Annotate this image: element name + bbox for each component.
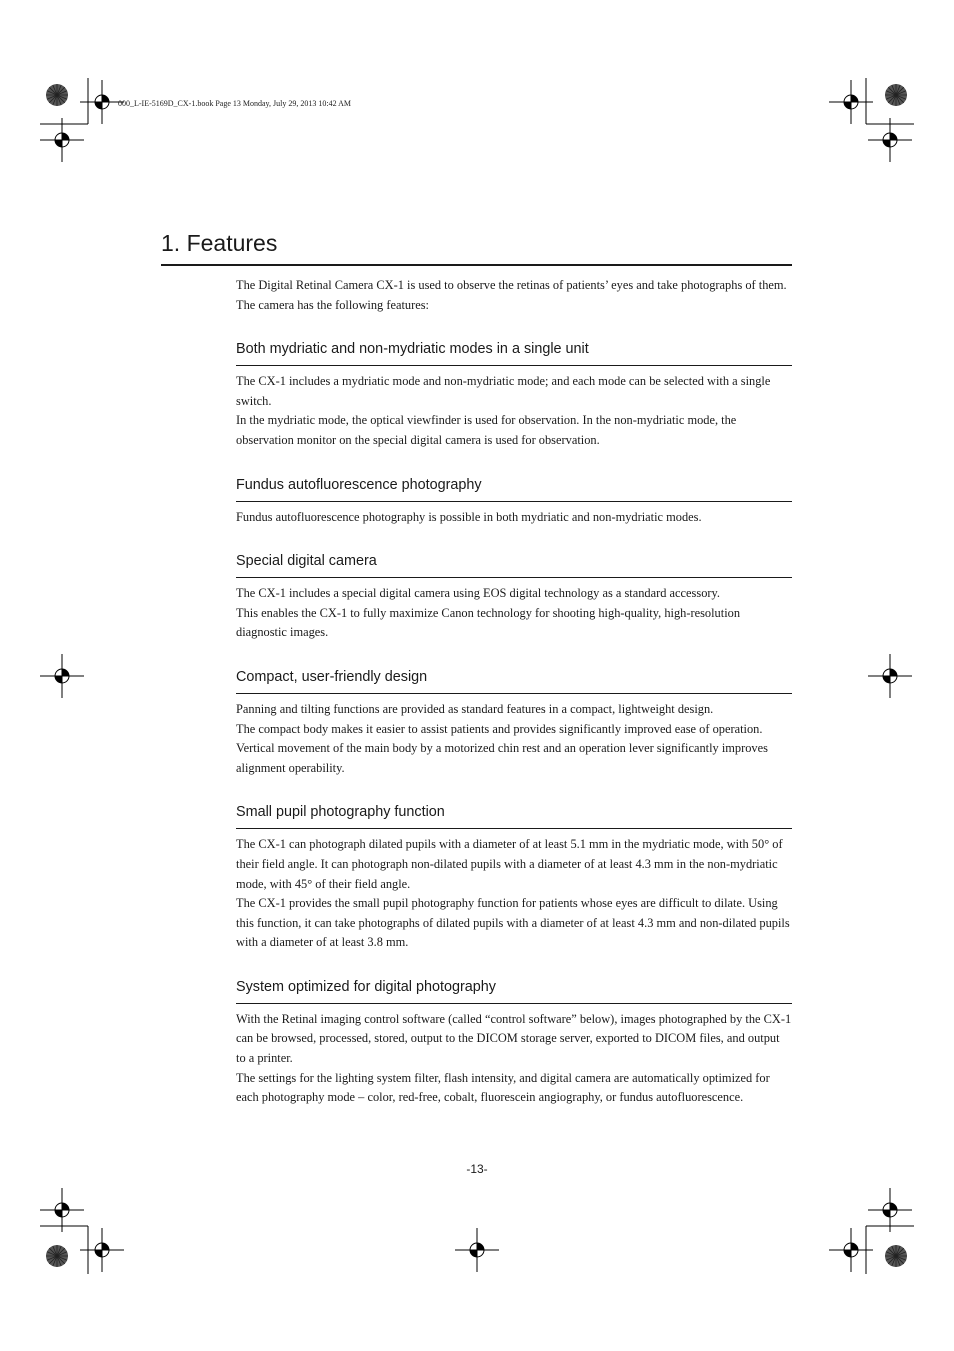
section-body	[236, 584, 792, 643]
paragraph: The settings for the lighting system filter, flash intensity, and digital camera are automatically optimized for each photography mode – color, red-free, cobalt, fluorescein angiography, or fundus autofluorescence.	[236, 1070, 770, 1105]
paragraph: With the Retinal imaging control software (called “control software” below), images photographed by the CX-1 can be browsed, processed, stored, output to the DICOM storage server, exported to DICOM files, and output to a printer.	[236, 1011, 792, 1066]
section-body	[236, 508, 792, 528]
paragraph: Fundus autofluorescence photography is possible in both mydriatic and non-mydriatic modes.	[236, 509, 702, 524]
section-small-pupil	[236, 802, 792, 953]
paragraph: The CX-1 provides the small pupil photography function for patients whose eyes are difficult to dilate. Using this function, it can take photographs of dilated pupils with a diameter of at least 4.3 mm and non-dilated pupils with a diameter of at least 3.8 mm.	[236, 896, 790, 950]
section-compact-design	[236, 667, 792, 778]
section-system-optimized	[236, 977, 792, 1108]
section-heading: Fundus autofluorescence photography	[236, 475, 792, 502]
paragraph: In the mydriatic mode, the optical viewfinder is used for observation. In the non-mydriatic mode, the observation monitor on the special digital camera is used for observation.	[236, 413, 737, 447]
chapter-title: 1. Features	[161, 228, 792, 266]
section-heading: System optimized for digital photography	[236, 977, 792, 1004]
book-file-header: 000_L-IE-5169D_CX-1.book Page 13 Monday, July 29, 2013 10:42 AM	[118, 99, 352, 108]
paragraph: This enables the CX-1 to fully maximize Canon technology for shooting high-quality, high-resolution diagnostic images.	[236, 605, 741, 640]
section-autofluorescence	[236, 475, 792, 528]
section-heading: Compact, user-friendly design	[236, 667, 792, 694]
section-heading: Small pupil photography function	[236, 802, 792, 829]
section-heading: Special digital camera	[236, 551, 792, 578]
section-body	[236, 700, 792, 778]
paragraph: The compact body makes it easier to assist patients and provides significantly improved ease of operation.	[236, 721, 763, 736]
section-digital-camera	[236, 551, 792, 643]
intro-paragraph: The Digital Retinal Camera CX-1 is used to observe the retinas of patients’ eyes and take photographs of them. The camera has the following features:	[236, 278, 787, 312]
section-body	[236, 372, 792, 450]
paragraph: The CX-1 includes a mydriatic mode and non-mydriatic mode; and each mode can be selected with a single switch.	[236, 374, 771, 408]
section-body	[236, 1010, 792, 1108]
main-content	[236, 276, 792, 1108]
page-number: -13-	[466, 1162, 488, 1176]
paragraph: The CX-1 can photograph dilated pupils with a diameter of at least 5.1 mm in the mydriatic mode, with 50° of their field angle. It can photograph non-dilated pupils with a diameter of at least 4.3 mm in the non-mydriatic mode, with 45° of their field angle.	[236, 837, 783, 891]
section-modes	[236, 339, 792, 450]
paragraph: The CX-1 includes a special digital camera using EOS digital technology as a standard accessory.	[236, 586, 721, 601]
paragraph: Panning and tilting functions are provided as standard features in a compact, lightweight design.	[236, 701, 714, 716]
section-heading: Both mydriatic and non-mydriatic modes in a single unit	[236, 339, 792, 366]
section-body	[236, 835, 792, 953]
paragraph: Vertical movement of the main body by a motorized chin rest and an operation lever significantly improves alignment operability.	[236, 741, 768, 775]
